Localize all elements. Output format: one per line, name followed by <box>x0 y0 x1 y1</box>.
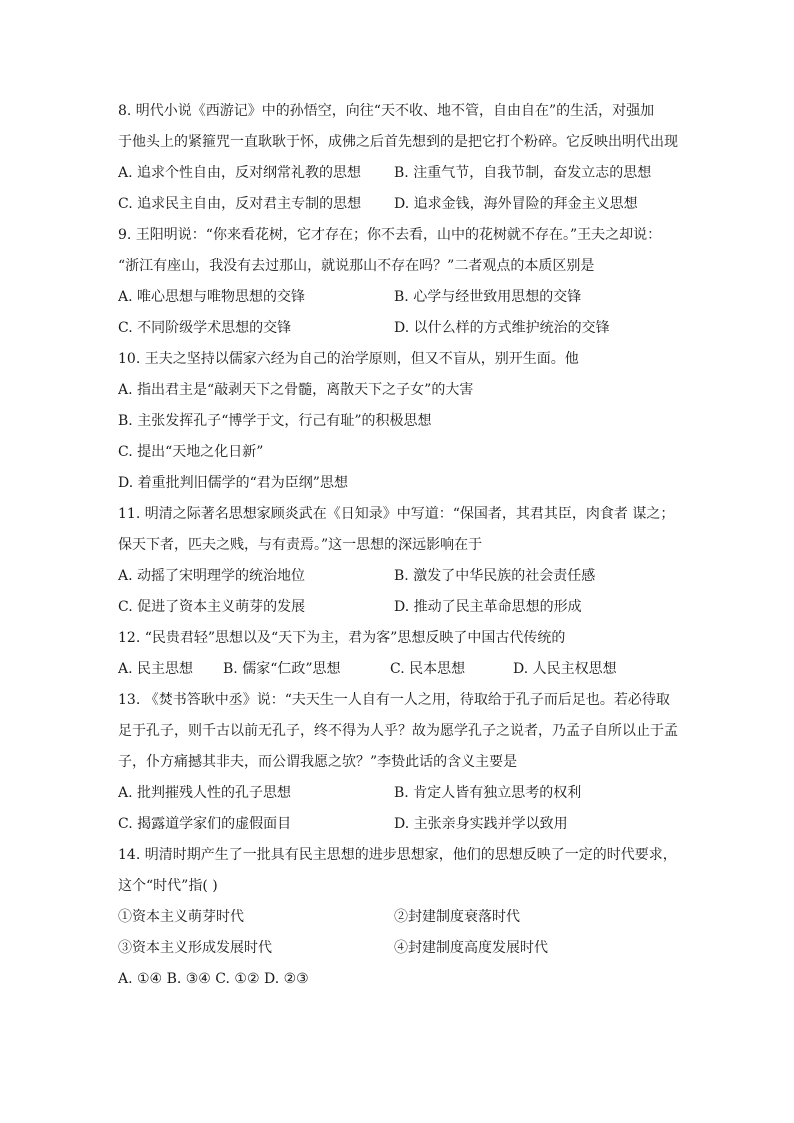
option-b: B. 主张发挥孔子“博学于文，行己有耻”的积极思想 <box>118 413 432 429</box>
option-b: B. 儒家“仁政”思想 <box>223 661 341 677</box>
question-stem-line: 10. 王夫之坚持以儒家六经为自己的治学原则，但又不盲从，别开生面。他 <box>118 351 579 367</box>
items-row <box>118 933 678 964</box>
option-c: C. 追求民主自由，反对君主专制的思想 <box>118 196 362 212</box>
answer-options: A. ①④ B. ③④ C. ①② D. ②③ <box>118 971 309 987</box>
options-row <box>118 189 678 220</box>
option-d: D. 推动了民主革命思想的形成 <box>394 599 582 615</box>
question-stem-line: 11. 明清之际著名思想家顾炎武在《日知录》中写道：“保国者，其君其臣，肉食者 谋之； <box>118 506 675 522</box>
options-row <box>118 654 678 685</box>
question-14 <box>118 840 678 995</box>
item-3: ③资本主义形成发展时代 <box>118 940 272 956</box>
question-stem-line: 于他头上的紧箍咒一直耿耿于怀，成佛之后首先想到的是把它打个粉碎。它反映出明代出现 <box>118 134 678 150</box>
question-9 <box>118 220 678 344</box>
question-stem-line: 足于孔子，则千古以前无孔子，终不得为人乎？故为愿学孔子之说者，乃孟子自所以止于孟 <box>118 723 678 739</box>
exam-page <box>118 96 678 995</box>
option-a: A. 追求个性自由，反对纲常礼教的思想 <box>118 165 362 181</box>
options-row <box>118 592 678 623</box>
option-a: A. 唯心思想与唯物思想的交锋 <box>118 289 306 305</box>
options-row <box>118 561 678 592</box>
item-2: ②封建制度衰落时代 <box>394 909 520 925</box>
question-13 <box>118 685 678 840</box>
question-12 <box>118 623 678 685</box>
question-stem-line: “浙江有座山，我没有去过那山，就说那山不存在吗？”二者观点的本质区别是 <box>118 258 595 274</box>
option-b: B. 注重气节，自我节制，奋发立志的思想 <box>394 165 652 181</box>
question-stem-line: 9. 王阳明说：“你来看花树，它才存在；你不去看，山中的花树就不存在。”王夫之却说： <box>118 227 662 243</box>
option-b: B. 肯定人皆有独立思考的权利 <box>394 785 582 801</box>
question-stem-line: 子，仆方痛撼其非夫，而公谓我愿之欤？”李贽此话的含义主要是 <box>118 754 518 770</box>
option-d: D. 人民主权思想 <box>513 661 617 677</box>
item-4: ④封建制度高度发展时代 <box>394 940 548 956</box>
option-d: D. 主张亲身实践并学以致用 <box>394 816 568 832</box>
question-8 <box>118 96 678 220</box>
question-stem-line: 13. 《焚书答耿中丞》说：“夫天生一人自有一人之用，待取给于孔子而后足也。若必待取 <box>118 692 670 708</box>
option-a: A. 民主思想 <box>118 661 194 677</box>
option-b: B. 心学与经世致用思想的交锋 <box>394 289 582 305</box>
options-row <box>118 313 678 344</box>
option-c: C. 民本思想 <box>390 661 466 677</box>
option-b: B. 激发了中华民族的社会责任感 <box>394 568 596 584</box>
options-row <box>118 158 678 189</box>
option-a: A. 批判摧残人性的孔子思想 <box>118 785 292 801</box>
option-d: D. 追求金钱，海外冒险的拜金主义思想 <box>394 196 638 212</box>
option-a: A. 动摇了宋明理学的统治地位 <box>118 568 306 584</box>
option-d: D. 以什么样的方式维护统治的交锋 <box>394 320 610 336</box>
question-stem-line: 14. 明清时期产生了一批具有民主思想的进步思想家，他们的思想反映了一定的时代要求， <box>118 847 677 863</box>
options-row <box>118 778 678 809</box>
option-a: A. 指出君主是“敲剥天下之骨髓，离散天下之子女”的大害 <box>118 382 474 398</box>
option-d: D. 着重批判旧儒学的“君为臣纲”思想 <box>118 475 348 491</box>
question-11 <box>118 499 678 623</box>
option-c: C. 提出“天地之化日新” <box>118 444 264 460</box>
options-row <box>118 809 678 840</box>
question-stem-line: 8. 明代小说《西游记》中的孙悟空，向往“天不收、地不管，自由自在”的生活，对强加 <box>118 103 655 119</box>
option-c: C. 促进了资本主义萌芽的发展 <box>118 599 306 615</box>
item-1: ①资本主义萌芽时代 <box>118 909 244 925</box>
items-row <box>118 902 678 933</box>
question-stem-line: 这个“时代”指( ) <box>118 878 218 894</box>
question-10 <box>118 344 678 499</box>
option-c: C. 揭露道学家们的虚假面目 <box>118 816 292 832</box>
question-stem-line: 保天下者，匹夫之贱，与有责焉。”这一思想的深远影响在于 <box>118 537 483 553</box>
question-stem-line: 12. “民贵君轻”思想以及“天下为主，君为客”思想反映了中国古代传统的 <box>118 630 566 646</box>
option-c: C. 不同阶级学术思想的交锋 <box>118 320 292 336</box>
options-row <box>118 282 678 313</box>
